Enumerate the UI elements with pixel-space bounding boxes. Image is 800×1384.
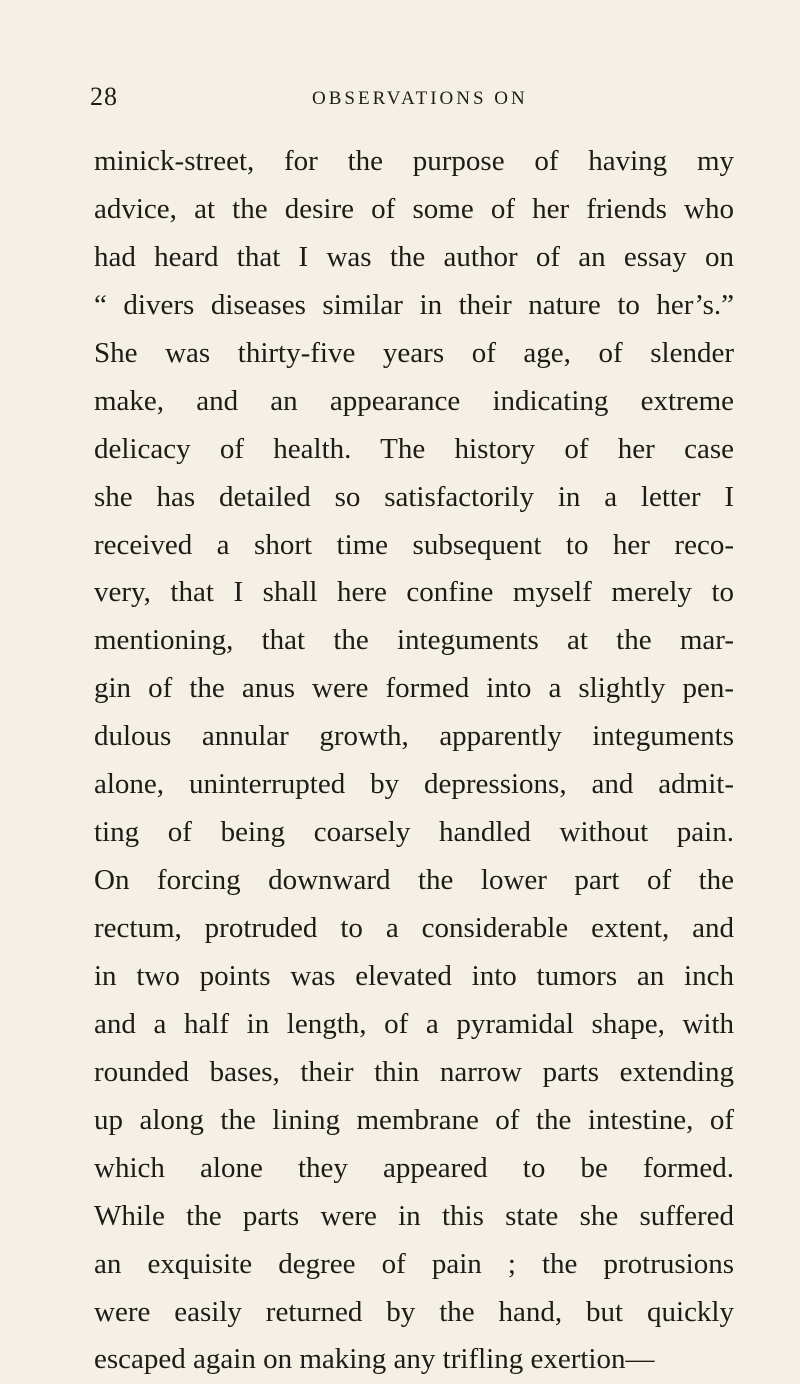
text-line: escaped again on making any trifling exertion— [94,1343,655,1376]
body-text [94,138,734,1384]
text-line: which alone they appeared to be formed. [94,1151,734,1184]
text-line: She was thirty-five years of age, of slender [94,336,734,369]
text-line: were easily returned by the hand, but quickly [94,1295,734,1328]
running-head-title: OBSERVATIONS ON [312,88,528,109]
text-line: dulous annular growth, apparently integuments [94,720,734,753]
text-line: minick-street, for the purpose of having my [94,145,734,177]
text-line: gin of the anus were formed into a slightly pen- [94,672,734,705]
text-line: an exquisite degree of pain ; the protrusions [94,1247,734,1280]
text-line: had heard that I was the author of an essay on [94,240,734,273]
text-line: On forcing downward the lower part of the [94,864,734,897]
text-line: up along the lining membrane of the intestine, of [94,1103,734,1136]
text-line: delicacy of health. The history of her case [94,432,734,465]
running-head [90,82,730,122]
text-line: mentioning, that the integuments at the mar- [94,624,734,657]
text-line: and a half in length, of a pyramidal shape, with [94,1007,734,1040]
page-number: 28 [90,82,118,111]
text-line: rectum, protruded to a considerable extent, and [94,912,734,944]
text-line: While the parts were in this state she suffered [94,1199,734,1232]
text-line: rounded bases, their thin narrow parts extending [94,1055,734,1088]
text-line: “ divers diseases similar in their nature to her’s.” [94,288,734,321]
text-line: received a short time subsequent to her reco- [94,528,734,561]
text-line: ting of being coarsely handled without pain. [94,816,734,849]
text-line: she has detailed so satisfactorily in a letter I [94,480,734,513]
text-line: advice, at the desire of some of her friends who [94,192,734,225]
text-line: make, and an appearance indicating extreme [94,384,734,417]
text-line: in two points was elevated into tumors an inch [94,959,734,992]
text-line: alone, uninterrupted by depressions, and admit- [94,768,734,801]
text-line: very, that I shall here confine myself merely to [94,576,734,609]
